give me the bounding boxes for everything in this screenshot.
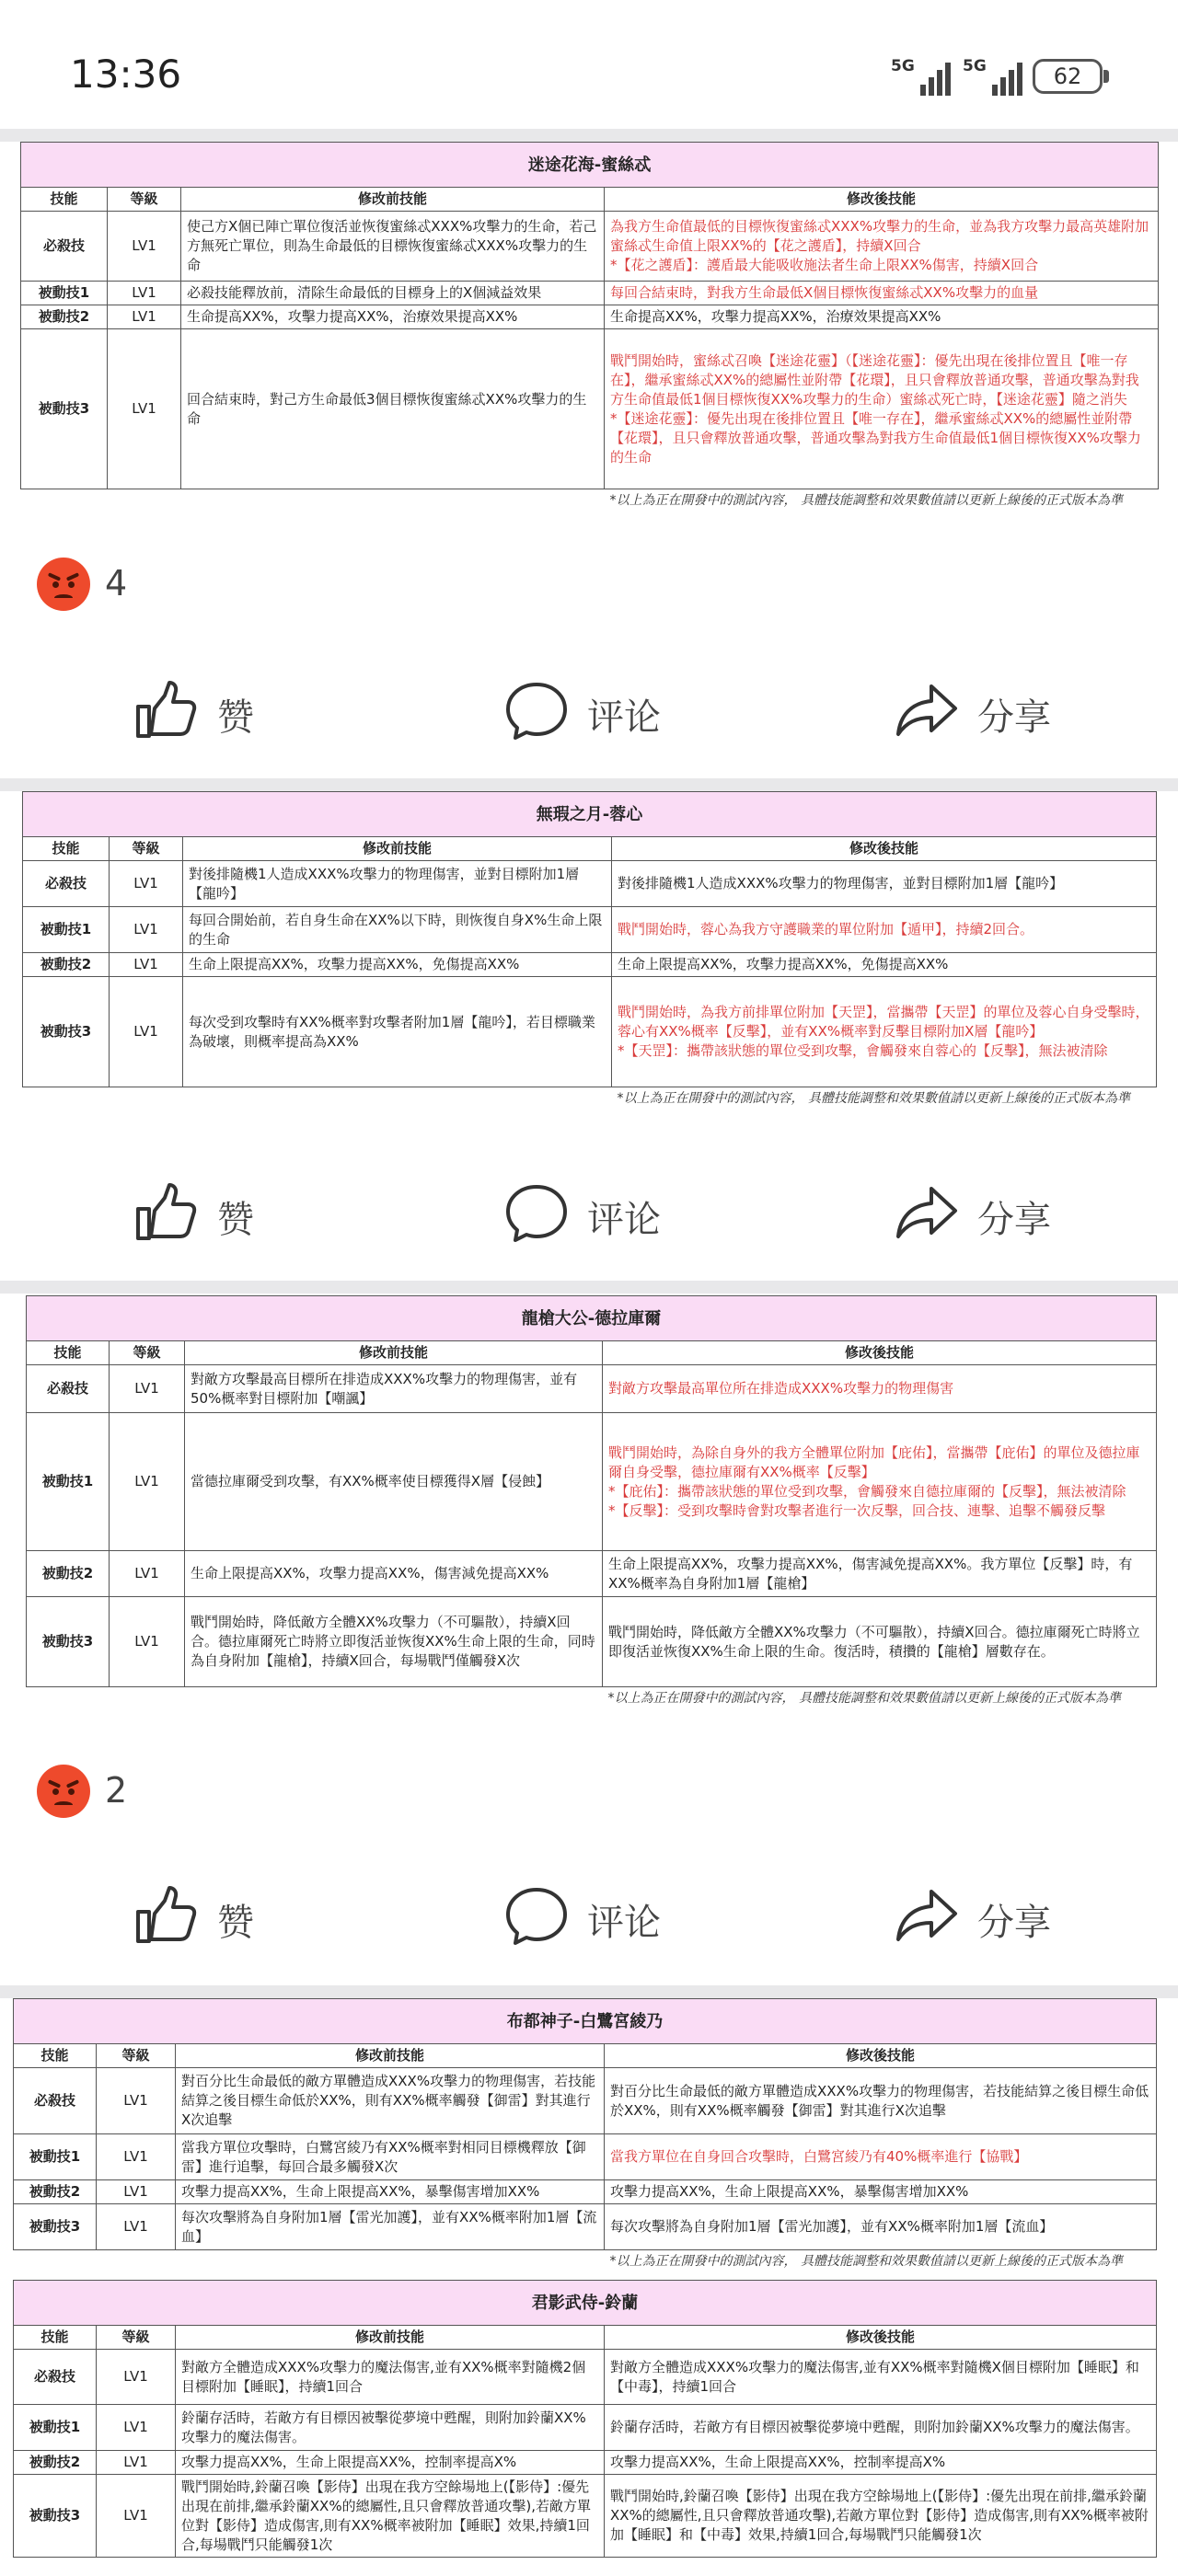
level-cell: LV1: [97, 2180, 176, 2204]
level-cell: LV1: [97, 2068, 176, 2134]
level-cell: LV1: [97, 2451, 176, 2475]
level-cell: LV1: [97, 2405, 176, 2451]
skill-cell: 被動技1: [27, 1413, 110, 1551]
table-title: 迷途花海-蜜絲忒: [21, 143, 1159, 188]
header-level: 等級: [110, 1341, 185, 1365]
skill-cell: 必殺技: [23, 861, 110, 907]
table-note: *以上為正在開發中的測試內容， 具體技能調整和效果數值請以更新上線後的正式版本為準: [609, 2254, 1123, 2269]
comment-icon: [504, 681, 569, 740]
level-cell: LV1: [110, 977, 183, 1087]
comment-label: 评论: [587, 696, 661, 739]
level-cell: LV1: [110, 1597, 185, 1687]
table-title: 君影武侍-鈴蘭: [14, 2281, 1157, 2326]
before-cell: 當德拉庫爾受到攻擊，有XX%概率使目標獲得X層【侵蝕】: [185, 1413, 603, 1551]
before-cell: 每次受到攻擊時有XX%概率對攻擊者附加1層【龍吟】，若目標職業為破壞，則概率提高為XX%: [183, 977, 612, 1087]
action-bar: [0, 1873, 1178, 1956]
after-cell: 每次攻擊將為自身附加1層【雷光加護】，並有XX%概率附加1層【流血】: [605, 2204, 1157, 2250]
before-cell: 攻擊力提高XX%，生命上限提高XX%，控制率提高X%: [176, 2451, 605, 2475]
skill-table-image[interactable]: [26, 1295, 1156, 1709]
reaction-count: 4: [105, 563, 128, 604]
header-before: 修改前技能: [183, 837, 612, 861]
like-label: 赞: [217, 696, 254, 739]
feed-divider: [0, 1985, 1178, 1998]
header-skill: 技能: [14, 2044, 97, 2068]
comment-icon: [504, 1886, 569, 1945]
comment-icon: [504, 1183, 569, 1242]
level-cell: LV1: [97, 2475, 176, 2558]
header-skill: 技能: [23, 837, 110, 861]
header-before: 修改前技能: [185, 1341, 603, 1365]
before-cell: 回合結束時，對己方生命最低3個目標恢復蜜絲忒XX%攻擊力的生命: [181, 329, 605, 489]
header-after: 修改後技能: [603, 1341, 1157, 1365]
after-cell: 生命上限提高XX%，攻擊力提高XX%，免傷提高XX%: [612, 953, 1157, 977]
like-label: 赞: [217, 1199, 254, 1241]
skill-cell: 被動技1: [14, 2134, 97, 2180]
level-cell: LV1: [110, 1551, 185, 1597]
table-note: *以上為正在開發中的測試內容， 具體技能調整和效果數值請以更新上線後的正式版本為準: [609, 493, 1123, 508]
skill-table: [26, 1295, 1157, 1709]
before-cell: 鈴蘭存活時，若敵方有目標因被擊從夢境中甦醒，則附加鈴蘭XX%攻擊力的魔法傷害。: [176, 2405, 605, 2451]
share-icon: [895, 1183, 959, 1242]
before-cell: 對敵方全體造成XXX%攻擊力的魔法傷害,並有XX%概率對隨機2個目標附加【睡眠】，持續1回合: [176, 2350, 605, 2405]
after-cell: 對後排隨機1人造成XXX%攻擊力的物理傷害，並對目標附加1層【龍吟】: [612, 861, 1157, 907]
skill-cell: 被動技2: [23, 953, 110, 977]
before-cell: 當我方單位攻擊時，白鷺宮綾乃有XX%概率對相同目標機釋放【御雷】進行追擊，每回合最多觸發X次: [176, 2134, 605, 2180]
angry-face-icon: [37, 558, 90, 611]
after-cell: 為我方生命值最低的目標恢復蜜絲忒XXX%攻擊力的生命，並為我方攻擊力最高英雄附加蜜絲忒生命值上限XX%的【花之護盾】，持續X回合 *【花之護盾】：護盾最大能吸收施法者生命上限XX%傷害，持續X回合: [605, 212, 1159, 282]
skill-table-image[interactable]: [22, 791, 1156, 1110]
before-cell: 生命提高XX%，攻擊力提高XX%，治療效果提高XX%: [181, 305, 605, 329]
skill-cell: 被動技2: [21, 305, 108, 329]
feed-divider: [0, 129, 1178, 142]
level-cell: LV1: [110, 907, 183, 953]
table-note: *以上為正在開發中的測試內容， 具體技能調整和效果數值請以更新上線後的正式版本為準: [607, 1691, 1121, 1706]
header-before: 修改前技能: [176, 2044, 605, 2068]
level-cell: LV1: [110, 953, 183, 977]
before-cell: 每次攻擊將為自身附加1層【雷光加護】，並有XX%概率附加1層【流血】: [176, 2204, 605, 2250]
skill-cell: 必殺技: [27, 1365, 110, 1413]
level-cell: LV1: [108, 282, 181, 305]
before-cell: 生命上限提高XX%，攻擊力提高XX%，傷害減免提高XX%: [185, 1551, 603, 1597]
after-cell: 戰鬥開始時,鈴蘭召喚【影侍】出現在我方空餘場地上(【影侍】:優先出現在前排,繼承鈴蘭XX%的總屬性,且只會釋放普通攻擊),若敵方單位對【影侍】造成傷害,則有XX%概率被附加【睡眠】和【中毒】效果,持續1回合,每場戰鬥只能觸發1次: [605, 2475, 1157, 2558]
after-cell: 攻擊力提高XX%，生命上限提高XX%，控制率提高X%: [605, 2451, 1157, 2475]
level-cell: LV1: [97, 2350, 176, 2405]
table-title: 布都神子-白鷺宮綾乃: [14, 1999, 1157, 2044]
after-cell: 生命上限提高XX%，攻擊力提高XX%，傷害減免提高XX%。我方單位【反擊】時，有XX%概率為自身附加1層【龍槍】: [603, 1551, 1157, 1597]
skill-cell: 必殺技: [14, 2350, 97, 2405]
share-label: 分享: [977, 1199, 1051, 1241]
angry-face-icon: [37, 1765, 90, 1818]
header-before: 修改前技能: [176, 2326, 605, 2350]
header-skill: 技能: [21, 188, 108, 212]
after-cell: 戰鬥開始時，降低敵方全體XX%攻擊力（不可驅散），持續X回合。德拉庫爾死亡時將立即復活並恢復XX%生命上限的生命。復活時，積攢的【龍槍】層數存在。: [603, 1597, 1157, 1687]
after-cell: 當我方單位在自身回合攻擊時，白鷺宮綾乃有40%概率進行【協戰】: [605, 2134, 1157, 2180]
before-cell: 攻擊力提高XX%，生命上限提高XX%，暴擊傷害增加XX%: [176, 2180, 605, 2204]
feed-divider: [0, 1281, 1178, 1294]
before-cell: 對百分比生命最低的敵方單體造成XXX%攻擊力的物理傷害，若技能結算之後目標生命低於XX%，則有XX%概率觸發【御雷】對其進行X次追擊: [176, 2068, 605, 2134]
before-cell: 必殺技能釋放前，清除生命最低的目標身上的X個減益效果: [181, 282, 605, 305]
header-before: 修改前技能: [181, 188, 605, 212]
skill-table: [20, 142, 1159, 512]
after-cell: 戰鬥開始時，為我方前排單位附加【天罡】，當攜帶【天罡】的單位及蓉心自身受擊時，蓉心有XX%概率【反擊】，並有XX%概率對反擊目標附加X層【龍吟】 *【天罡】：攜帶該狀態的單位受到攻擊，會觸發來自蓉心的【反擊】，無法被清除: [612, 977, 1157, 1087]
table-title: 龍槍大公-德拉庫爾: [27, 1296, 1157, 1341]
before-cell: 生命上限提高XX%，攻擊力提高XX%，免傷提高XX%: [183, 953, 612, 977]
skill-cell: 被動技3: [27, 1597, 110, 1687]
action-bar: [0, 668, 1178, 751]
battery-icon: 62: [1033, 59, 1103, 94]
before-cell: 每回合開始前，若自身生命在XX%以下時，則恢復自身X%生命上限的生命: [183, 907, 612, 953]
level-cell: LV1: [97, 2204, 176, 2250]
after-cell: 戰鬥開始時，蜜絲忒召喚【迷途花靈】（【迷途花靈】：優先出現在後排位置且【唯一存在】，繼承蜜絲忒XX%的總屬性並附帶【花環】，且只會釋放普通攻擊，普通攻擊為對我方生命值最低1個目標恢復XX%攻擊力的生命）蜜絲忒死亡時，【迷途花靈】隨之消失 *【迷途花靈】：優先出現在後排位置且【唯一存在】，繼承蜜絲忒XX%的總屬性並附帶【花環】，且只會釋放普通攻擊，普通攻擊為對我方生命值最低1個目標恢復XX%攻擊力的生命: [605, 329, 1159, 489]
header-skill: 技能: [27, 1341, 110, 1365]
signal-label: 5G: [891, 57, 915, 75]
signal-icon: [891, 59, 957, 96]
share-label: 分享: [977, 1902, 1051, 1944]
thumbs-up-icon: [134, 1183, 199, 1242]
after-cell: 戰鬥開始時，為除自身外的我方全體單位附加【庇佑】，當攜帶【庇佑】的單位及德拉庫爾自身受擊，德拉庫爾有XX%概率【反擊】 *【庇佑】：攜帶該狀態的單位受到攻擊，會觸發來自德拉庫爾的【反擊】，無法被清除 *【反擊】：受到攻擊時會對攻擊者進行一次反擊，回合技、連擊、追擊不觸發反擊: [603, 1413, 1157, 1551]
header-level: 等級: [97, 2044, 176, 2068]
like-label: 赞: [217, 1902, 254, 1944]
header-level: 等級: [97, 2326, 176, 2350]
header-skill: 技能: [14, 2326, 97, 2350]
header-level: 等級: [108, 188, 181, 212]
before-cell: 戰鬥開始時，降低敵方全體XX%攻擊力（不可驅散），持續X回合。德拉庫爾死亡時將立即復活並恢復XX%生命上限的生命，同時為自身附加【龍槍】，持續X回合，每場戰鬥僅觸發X次: [185, 1597, 603, 1687]
skill-cell: 必殺技: [14, 2068, 97, 2134]
after-cell: 對敵方全體造成XXX%攻擊力的魔法傷害,並有XX%概率對隨機X個目標附加【睡眠】和【中毒】，持續1回合: [605, 2350, 1157, 2405]
level-cell: LV1: [108, 329, 181, 489]
header-after: 修改後技能: [605, 2326, 1157, 2350]
thumbs-up-icon: [134, 1886, 199, 1945]
signal-icon: [963, 59, 1029, 96]
skill-table: [13, 1998, 1157, 2272]
header-after: 修改後技能: [605, 188, 1159, 212]
skill-cell: 被動技1: [21, 282, 108, 305]
skill-cell: 被動技1: [23, 907, 110, 953]
after-cell: 每回合結束時，對我方生命最低X個目標恢復蜜絲忒XX%攻擊力的血量: [605, 282, 1159, 305]
skill-table: [13, 2280, 1157, 2558]
skill-table-image[interactable]: [20, 142, 1158, 512]
thumbs-up-icon: [134, 681, 199, 740]
level-cell: LV1: [97, 2134, 176, 2180]
after-cell: 對敵方攻擊最高單位所在排造成XXX%攻擊力的物理傷害: [603, 1365, 1157, 1413]
action-bar: [0, 1170, 1178, 1253]
table-note: *以上為正在開發中的測試內容， 具體技能調整和效果數值請以更新上線後的正式版本為準: [617, 1091, 1130, 1106]
feed-divider: [0, 778, 1178, 791]
skill-cell: 被動技3: [21, 329, 108, 489]
share-icon: [895, 681, 959, 740]
skill-cell: 必殺技: [21, 212, 108, 282]
share-label: 分享: [977, 696, 1051, 739]
header-level: 等級: [110, 837, 183, 861]
before-cell: 對後排隨機1人造成XXX%攻擊力的物理傷害，並對目標附加1層【龍吟】: [183, 861, 612, 907]
comment-label: 评论: [587, 1902, 661, 1944]
header-after: 修改後技能: [605, 2044, 1157, 2068]
reaction-count: 2: [105, 1770, 128, 1811]
share-icon: [895, 1886, 959, 1945]
skill-cell: 被動技2: [14, 2451, 97, 2475]
signal-label: 5G: [963, 57, 987, 75]
before-cell: 對敵方攻擊最高目標所在排造成XXX%攻擊力的物理傷害，並有50%概率對目標附加【嘲諷】: [185, 1365, 603, 1413]
header-after: 修改後技能: [612, 837, 1157, 861]
before-cell: 使己方X個已陣亡單位復活並恢復蜜絲忒XXX%攻擊力的生命，若己方無死亡單位，則為生命最低的目標恢復蜜絲忒XXX%攻擊力的生命: [181, 212, 605, 282]
skill-cell: 被動技3: [14, 2475, 97, 2558]
status-bar: [0, 0, 1178, 129]
skill-cell: 被動技2: [27, 1551, 110, 1597]
level-cell: LV1: [110, 1365, 185, 1413]
comment-label: 评论: [587, 1199, 661, 1241]
level-cell: LV1: [108, 305, 181, 329]
skill-cell: 被動技1: [14, 2405, 97, 2451]
skill-table-image[interactable]: [13, 1998, 1156, 2558]
skill-cell: 被動技3: [23, 977, 110, 1087]
table-title: 無瑕之月-蓉心: [23, 792, 1157, 837]
after-cell: 生命提高XX%，攻擊力提高XX%，治療效果提高XX%: [605, 305, 1159, 329]
after-cell: 對百分比生命最低的敵方單體造成XXX%攻擊力的物理傷害，若技能結算之後目標生命低於XX%，則有XX%概率觸發【御雷】對其進行X次追擊: [605, 2068, 1157, 2134]
after-cell: 鈴蘭存活時，若敵方有目標因被擊從夢境中甦醒，則附加鈴蘭XX%攻擊力的魔法傷害。: [605, 2405, 1157, 2451]
after-cell: 攻擊力提高XX%，生命上限提高XX%，暴擊傷害增加XX%: [605, 2180, 1157, 2204]
skill-table: [22, 791, 1157, 1110]
level-cell: LV1: [110, 861, 183, 907]
skill-cell: 被動技3: [14, 2204, 97, 2250]
level-cell: LV1: [110, 1413, 185, 1551]
skill-cell: 被動技2: [14, 2180, 97, 2204]
battery-tip-icon: [1103, 70, 1109, 83]
level-cell: LV1: [108, 212, 181, 282]
status-time: 13:36: [70, 52, 182, 97]
before-cell: 戰鬥開始時,鈴蘭召喚【影侍】出現在我方空餘場地上(【影侍】:優先出現在前排,繼承鈴蘭XX%的總屬性,且只會釋放普通攻擊),若敵方單位對【影侍】造成傷害,則有XX%概率被附加【睡眠】效果,持續1回合,每場戰鬥只能觸發1次: [176, 2475, 605, 2558]
after-cell: 戰鬥開始時，蓉心為我方守護職業的單位附加【遁甲】，持續2回合。: [612, 907, 1157, 953]
